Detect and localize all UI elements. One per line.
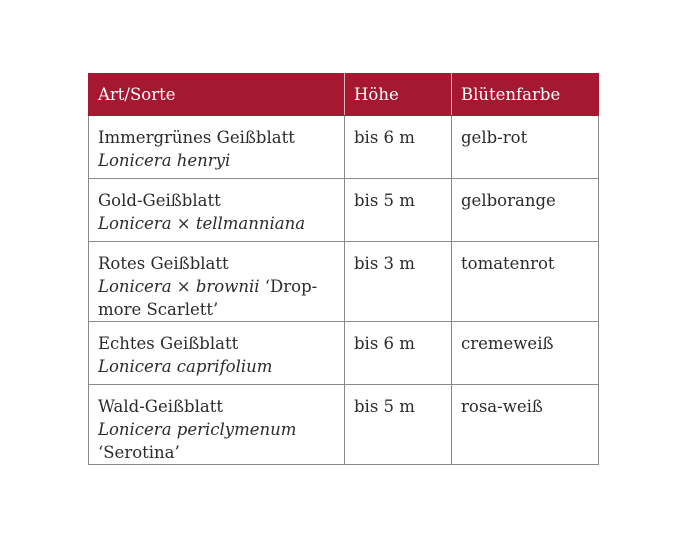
botanical-name-line xyxy=(98,212,335,235)
botanical-name: Lonicera × brownii xyxy=(98,277,260,296)
common-name: Immergrünes Geißblatt xyxy=(98,128,295,147)
botanical-name: Lonicera henryi xyxy=(98,151,231,170)
species-cell xyxy=(89,385,345,465)
botanical-name-line xyxy=(98,275,335,321)
table-row xyxy=(89,385,599,465)
species-cell xyxy=(89,322,345,385)
botanical-name: Lonicera periclymenum xyxy=(98,420,297,439)
cultivar-name: ‘Drop-more Scarlett’ xyxy=(98,277,318,319)
flower-color-cell: cremeweiß xyxy=(452,322,599,385)
table-row xyxy=(89,179,599,242)
species-cell xyxy=(89,242,345,322)
species-cell xyxy=(89,116,345,179)
table-body xyxy=(89,116,599,465)
common-name: Echtes Geißblatt xyxy=(98,334,239,353)
header-flower-color: Blütenfarbe xyxy=(452,74,599,116)
header-height: Höhe xyxy=(345,74,452,116)
botanical-name-line xyxy=(98,418,335,464)
honeysuckle-table xyxy=(88,73,599,465)
table-row xyxy=(89,242,599,322)
flower-color-cell: gelb-rot xyxy=(452,116,599,179)
flower-color-cell: tomatenrot xyxy=(452,242,599,322)
botanical-name-line xyxy=(98,355,335,378)
flower-color-cell: rosa-weiß xyxy=(452,385,599,465)
height-cell: bis 3 m xyxy=(345,242,452,322)
table-row xyxy=(89,116,599,179)
flower-color-cell: gelborange xyxy=(452,179,599,242)
table-row xyxy=(89,322,599,385)
height-cell: bis 6 m xyxy=(345,116,452,179)
botanical-name: Lonicera × tellmanniana xyxy=(98,214,306,233)
header-row xyxy=(89,74,599,116)
height-cell: bis 6 m xyxy=(345,322,452,385)
species-cell xyxy=(89,179,345,242)
table-header xyxy=(89,74,599,116)
plant-table-container xyxy=(88,73,598,465)
height-cell: bis 5 m xyxy=(345,179,452,242)
common-name: Rotes Geißblatt xyxy=(98,254,229,273)
cultivar-name: ‘Serotina’ xyxy=(98,443,180,462)
botanical-name: Lonicera caprifolium xyxy=(98,357,273,376)
common-name: Wald-Geißblatt xyxy=(98,397,223,416)
header-species: Art/Sorte xyxy=(89,74,345,116)
botanical-name-line xyxy=(98,149,335,172)
common-name: Gold-Geißblatt xyxy=(98,191,221,210)
height-cell: bis 5 m xyxy=(345,385,452,465)
